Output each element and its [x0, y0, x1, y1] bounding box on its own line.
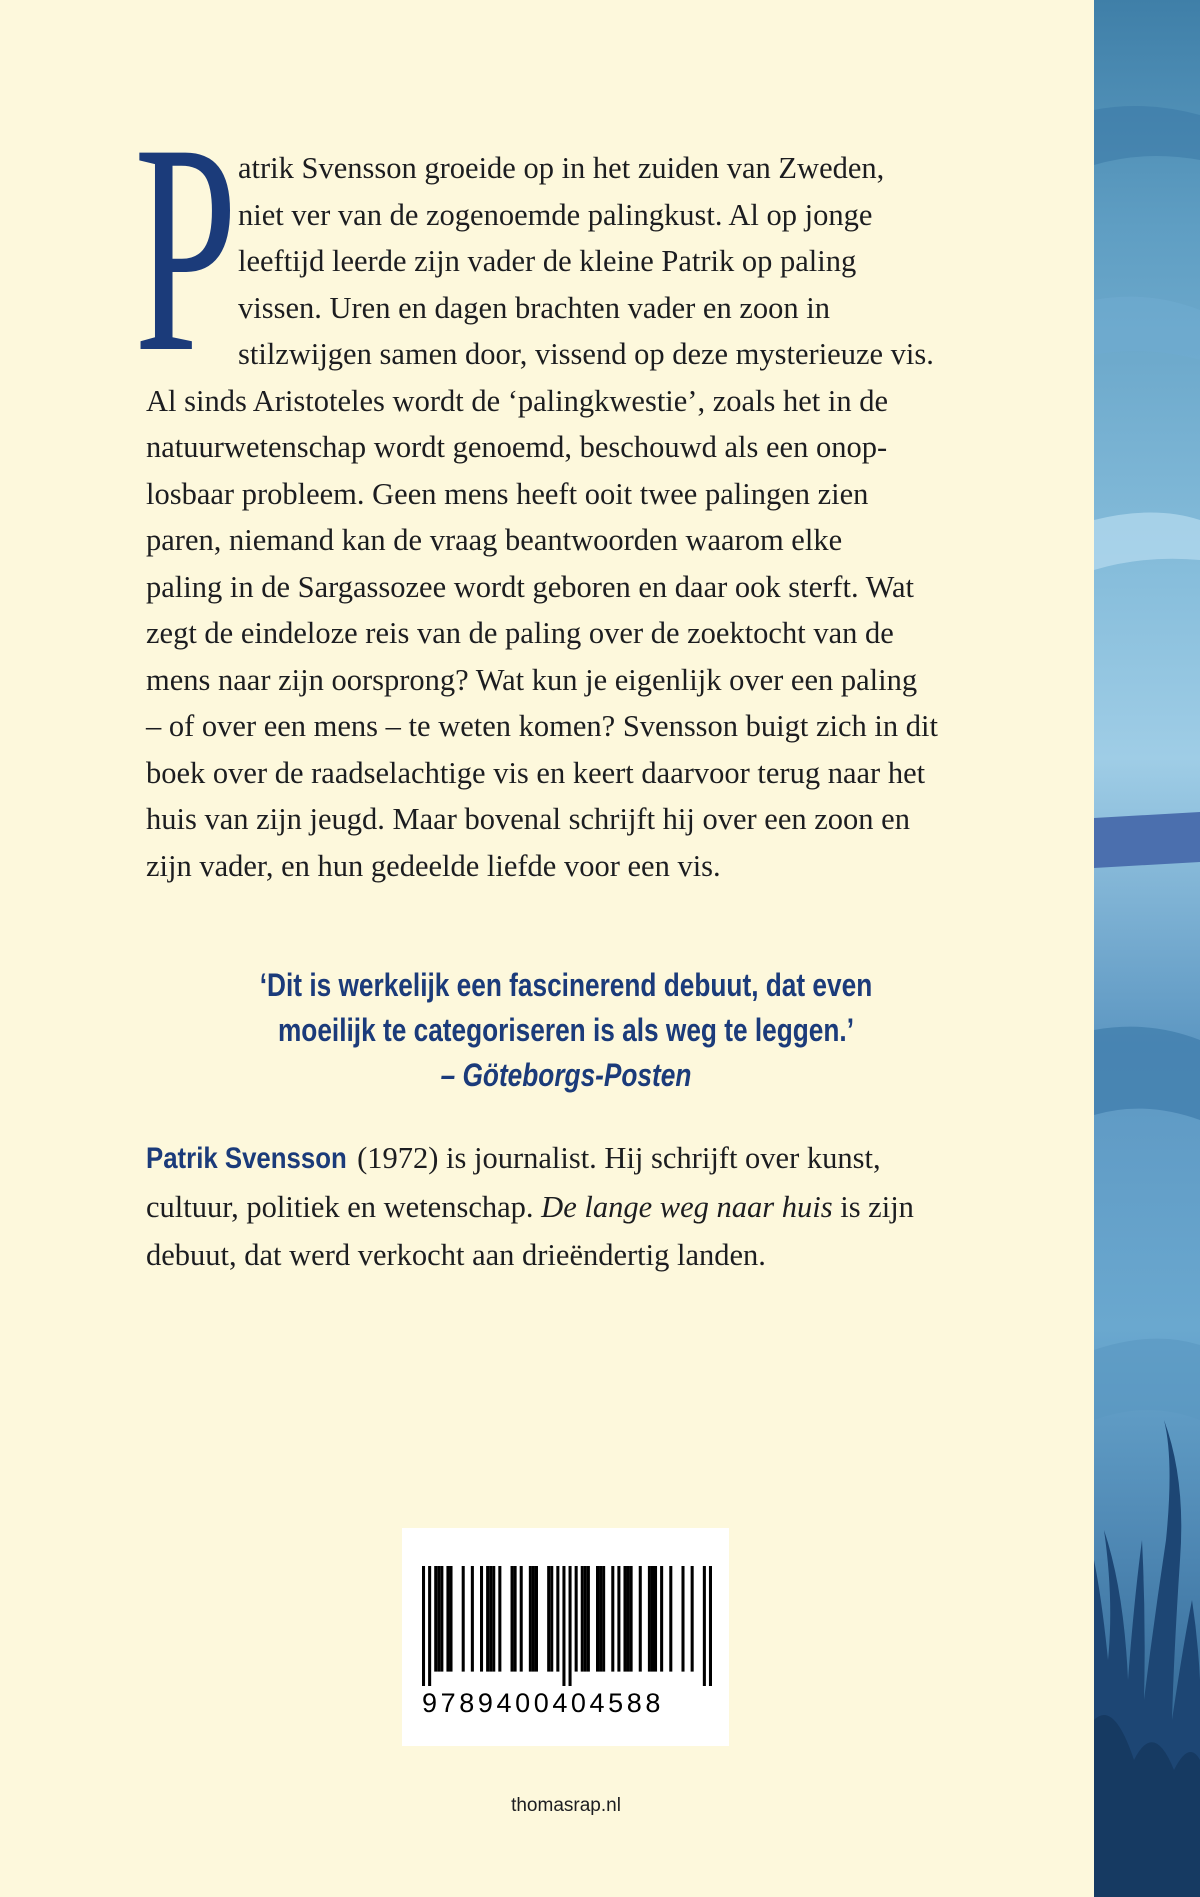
blurb-line: niet ver van de zogenoemde palingkust. Al op jonge — [238, 197, 873, 232]
barcode-bar — [535, 1566, 538, 1672]
quote-source: – Göteborgs-Posten — [440, 1057, 692, 1093]
barcode-bar — [703, 1566, 706, 1686]
barcode-bar — [654, 1566, 657, 1672]
barcode-bar — [511, 1566, 514, 1672]
blurb-line: zegt de eindeloze reis van de paling over de zoektocht van de — [146, 616, 894, 650]
cover-art-strip — [1094, 0, 1200, 1897]
blurb-line: Al sinds Aristoteles wordt de ‘palingkwestie’, zoals het in de — [146, 383, 889, 418]
barcode-bar — [569, 1566, 572, 1686]
drop-cap: P — [134, 82, 238, 414]
barcode-bar — [547, 1566, 550, 1672]
quote-line: moeilijk te categoriseren is als weg te leggen.’ — [277, 1012, 855, 1048]
barcode-bar — [422, 1566, 425, 1686]
author-bio — [146, 1134, 986, 1279]
barcode-bar — [562, 1566, 565, 1686]
barcode-bar — [446, 1566, 449, 1672]
barcode-bar — [669, 1566, 672, 1672]
blurb-line: zijn vader, en hun gedeelde liefde voor een vis. — [146, 848, 721, 883]
barcode-bar — [498, 1566, 501, 1672]
barcode-bar — [584, 1566, 587, 1672]
barcode-bar — [556, 1566, 559, 1672]
publisher-website: thomasrap.nl — [511, 1795, 621, 1816]
bio-line: debuut, dat werd verkocht aan drieëndertig landen. — [146, 1238, 766, 1272]
barcode-bar — [440, 1566, 443, 1672]
review-quote — [222, 963, 911, 1098]
blurb-line: losbaar probleem. Geen mens heeft ooit twee palingen zien — [146, 476, 869, 511]
barcode-bar — [660, 1566, 663, 1672]
barcode-bar — [581, 1566, 584, 1672]
quote-line: ‘Dit is werkelijk een fascinerend debuut, dat even — [259, 967, 873, 1003]
blurb-line: mens naar zijn oorsprong? Wat kun je eigenlijk over een paling — [146, 662, 918, 697]
barcode — [402, 1528, 729, 1746]
barcode-bar — [596, 1566, 599, 1672]
blurb-line: paling in de Sargassozee wordt geboren en daar ook sterft. Wat — [146, 569, 914, 604]
underwater-art-icon — [1094, 0, 1200, 1897]
bio-text: (1972) is journalist. Hij schrijft over kunst, — [349, 1141, 881, 1175]
barcode-bar — [639, 1566, 642, 1672]
bio-line — [146, 1183, 986, 1231]
barcode-bar — [489, 1566, 492, 1672]
blurb-line: – of over een mens – te weten komen? Svensson buigt zich in dit — [146, 709, 938, 743]
barcode-bars — [422, 1566, 712, 1686]
blurb-line: stilzwijgen samen door, vissend op deze mysterieuze vis. — [238, 337, 934, 371]
isbn-number: 9789400404588 — [422, 1688, 665, 1718]
barcode-bar — [587, 1566, 590, 1672]
barcode-bar — [428, 1566, 431, 1686]
barcode-bar — [651, 1566, 654, 1672]
barcode-bar — [532, 1566, 535, 1672]
barcode-bar — [575, 1566, 578, 1672]
barcode-bar — [681, 1566, 684, 1672]
blurb-line: huis van zijn jeugd. Maar bovenal schrijft hij over een zoon en — [146, 802, 910, 836]
barcode-bar — [437, 1566, 440, 1672]
book-title: De lange weg naar huis — [541, 1190, 833, 1224]
blurb-line: paren, niemand kan de vraag beantwoorden waarom elke — [146, 523, 843, 557]
bio-text: is zijn — [832, 1190, 914, 1224]
barcode-bar — [599, 1566, 602, 1672]
blurb-line: leeftijd leerde zijn vader de kleine Patrik op paling — [238, 244, 857, 278]
blurb-text — [134, 82, 986, 889]
blurb-line: atrik Svensson groeide op in het zuiden van Zweden, — [238, 151, 885, 185]
barcode-bar — [471, 1566, 474, 1672]
blurb-line: natuurwetenschap wordt genoemd, beschouwd als een onop- — [146, 430, 888, 464]
author-name: Patrik Svensson — [146, 1142, 347, 1175]
barcode-bar — [617, 1566, 620, 1672]
barcode-bar — [449, 1566, 452, 1672]
barcode-bar — [709, 1566, 712, 1686]
blurb-line: boek over de raadselachtige vis en keert daarvoor terug naar het — [146, 755, 926, 790]
barcode-bar — [492, 1566, 495, 1672]
barcode-bar — [480, 1566, 483, 1672]
barcode-bar — [602, 1566, 605, 1672]
barcode-bar — [434, 1566, 437, 1672]
barcode-bar — [630, 1566, 633, 1672]
barcode-bar — [486, 1566, 489, 1672]
barcode-bar — [691, 1566, 694, 1672]
barcode-bar — [514, 1566, 517, 1672]
bio-line — [146, 1134, 986, 1183]
barcode-bar — [520, 1566, 523, 1672]
blurb-line: vissen. Uren en dagen brachten vader en zoon in — [238, 290, 830, 325]
barcode-bar — [529, 1566, 532, 1672]
barcode-bar — [627, 1566, 630, 1672]
barcode-bar — [623, 1566, 626, 1672]
barcode-bar — [611, 1566, 614, 1672]
bio-text: cultuur, politiek en wetenschap. — [146, 1190, 542, 1224]
barcode-bar — [462, 1566, 465, 1672]
barcode-bar — [648, 1566, 651, 1672]
barcode-bar — [550, 1566, 553, 1672]
